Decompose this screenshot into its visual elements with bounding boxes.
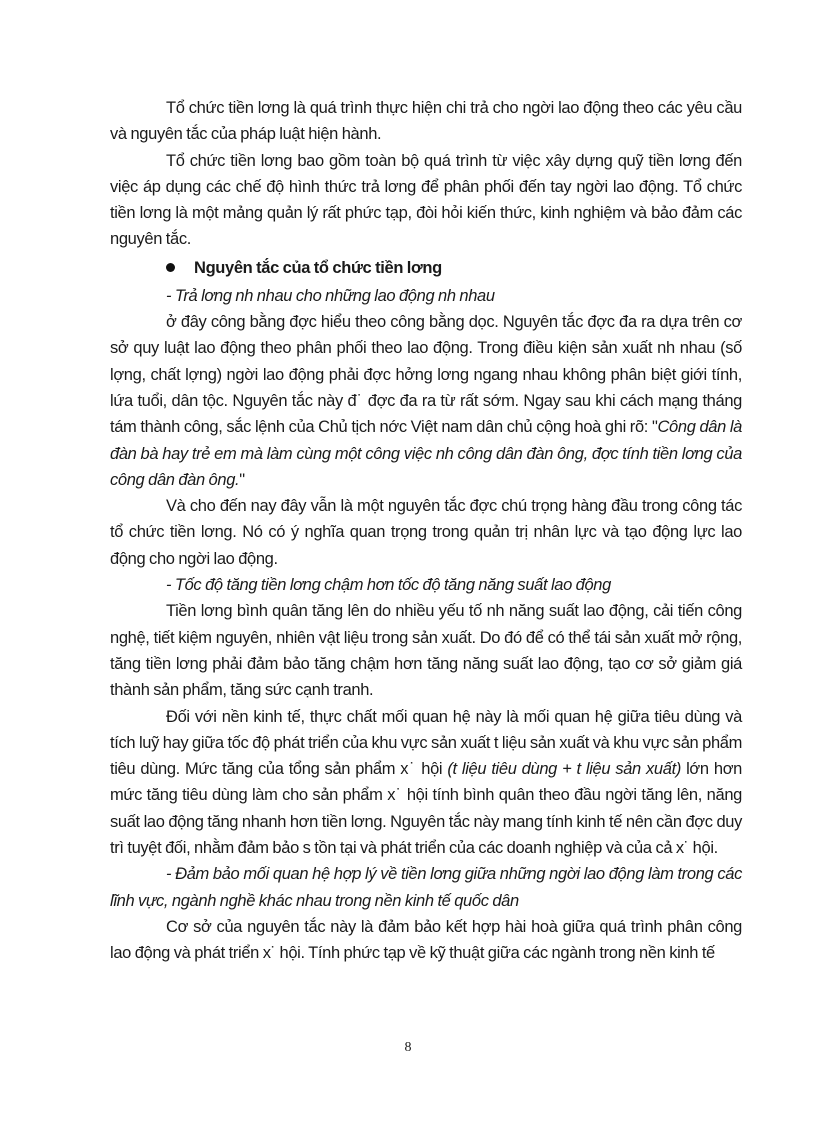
principle-1-quote-end: " [239,470,245,489]
principle-2-economy-text-a: Đối với nền kinh tế, thực chất mối quan hệ này là mối quan hệ giữa tiêu dùng và tích luỹ hay giữa tốc độ phát triển của khu vực sản xuất t liệu sản xuất và khu vực sản phẩm tiêu dùng. Mức tăng của tổng sản phẩm x˙ hội [110,707,742,779]
page-number: 8 [404,1040,412,1055]
section-heading-text: Nguyên tắc của tổ chức tiền lơng [194,258,442,277]
principle-2-economy [110,704,742,862]
principle-1-conclusion: Và cho đến nay đây vẫn là một nguyên tắc đợc chú trọng hàng đầu trong công tác tổ chức tiền lơng. Nó có ý nghĩa quan trọng trong quản trị nhân lực và tạo động lực lao động cho ngời lao động. [110,497,742,568]
document-body [110,95,742,967]
principle-2-body: Tiền lơng bình quân tăng lên do nhiều yếu tố nh năng suất lao động, cải tiến công nghệ, tiết kiệm nguyên, nhiên vật liệu trong sản xuất. Do đó để có thể tái sản xuất mở rộng, tăng tiền lơng phải đảm bảo tăng chậm hơn tăng năng suất lao động, tạo cơ sở giảm giá thành sản phẩm, tăng sức cạnh tranh. [110,602,742,700]
section-heading [110,253,742,283]
principle-2-economy-text-b: lớn hơn mức tăng tiêu dùng làm cho sản phẩm x˙ hội tính bình quân theo đầu ngời tăng lên, năng suất lao động tăng nhanh hơn tiền lơng. Nguyên tắc này mang tính kinh tế nên cần đợc duy trì tuyệt đối, nhằm đảm bảo s tồn tại và phát triển của các doanh nghiệp và của cả x˙ hội. [110,760,742,858]
bullet-icon [166,263,175,272]
principle-1-quote: Công dân là đàn bà hay trẻ em mà làm cùng một công việc nh công dân đàn ông, đợc tính tiền lơng của công dân đàn ông. [110,418,742,489]
principle-1-body [110,309,742,493]
principle-2-title: - Tốc độ tăng tiền lơng chậm hơn tốc độ tăng năng suất lao động [166,576,611,595]
principle-3-title: - Đảm bảo mối quan hệ hợp lý về tiền lơng giữa những ngời lao động làm trong các lĩnh vực, ngành nghề khác nhau trong nền kinh tế quốc dân [110,865,742,910]
principle-1-title: - Trả lơng nh nhau cho những lao động nh nhau [166,286,495,305]
principle-3-body: Cơ sở của nguyên tắc này là đảm bảo kết hợp hài hoà giữa quá trình phân công lao động và phát triển x˙ hội. Tính phức tạp về kỹ thuật giữa các ngành trong nền kinh tế [110,917,742,963]
paragraph-scope: Tổ chức tiền lơng bao gồm toàn bộ quá trình từ việc xây dựng quỹ tiền lơng đến việc áp dụng các chế độ hình thức trả lơng để phân phối đến tay ngời lao động. Tổ chức tiền lơng là một mảng quản lý rất phức tạp, đòi hỏi kiến thức, kinh nghiệm và bảo đảm các nguyên tắc. [110,151,742,249]
paragraph-definition: Tổ chức tiền lơng là quá trình thực hiện chi trả cho ngời lao động theo các yêu cầu và nguyên tắc của pháp luật hiện hành. [110,99,742,144]
principle-1-text: ở đây công bằng đợc hiểu theo công bằng dọc. Nguyên tắc đợc đa ra dựa trên cơ sở quy luật lao động theo phân phối theo lao động. Trong điều kiện sản xuất nh nhau (số lợng, chất lợng) ngời lao động phải đợc hởng lơng ngang nhau không phân biệt giới tính, lứa tuổi, dân tộc. Nguyên tắc này đ˙ đợc đa ra từ rất sớm. Ngay sau khi cách mạng tháng tám thành công, sắc lệnh của Chủ tịch nớc Việt nam dân chủ cộng hoà ghi rõ: " [110,313,742,437]
principle-2-economy-italic: (t liệu tiêu dùng + t liệu sản xuất) [447,760,681,779]
